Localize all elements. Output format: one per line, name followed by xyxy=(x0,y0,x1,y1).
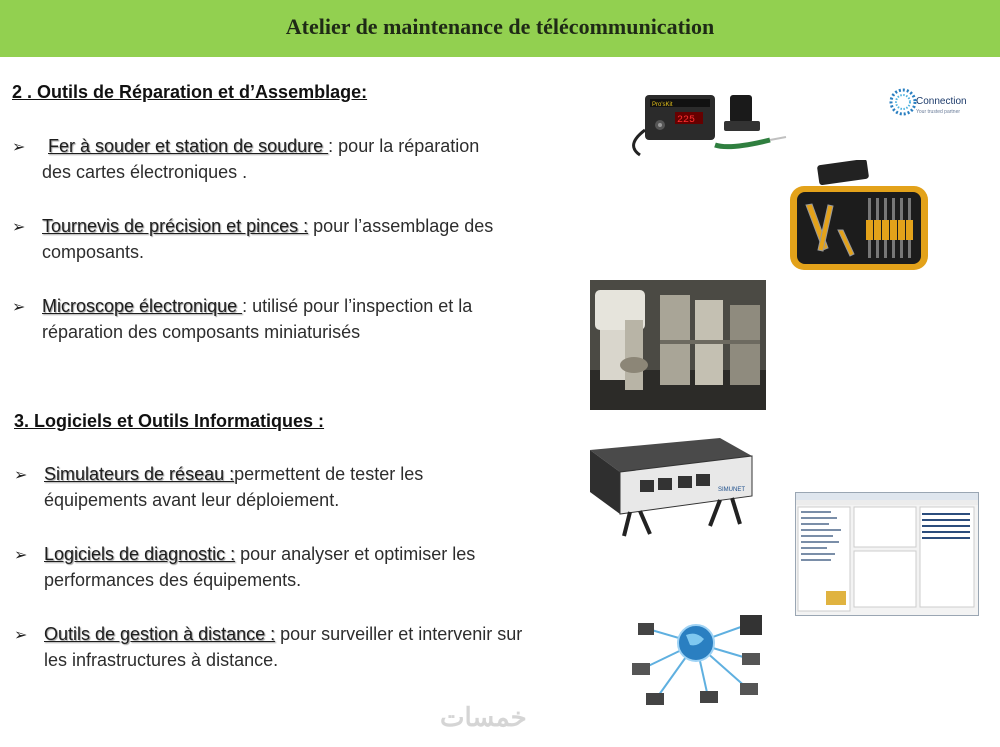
item-desc-cont: performances des équipements. xyxy=(44,570,302,590)
item-desc-cont: des cartes électroniques . xyxy=(42,162,248,182)
item-desc-cont: composants. xyxy=(42,242,145,262)
logo-name: Connection xyxy=(916,96,967,107)
soldering-station-image xyxy=(620,85,790,165)
item-term: Simulateurs de réseau : xyxy=(44,464,235,484)
arrow-bullet-icon: ➢ xyxy=(12,219,26,236)
brand-label: Pro'sKit xyxy=(652,102,673,108)
section-heading-repair: 2 . Outils de Réparation et d’Assemblage: xyxy=(12,82,368,102)
item-desc: pour surveiller et intervenir sur xyxy=(275,624,523,644)
list-item-remote-management xyxy=(44,621,604,673)
item-term: Fer à souder et station de soudure xyxy=(48,136,329,156)
item-desc: : utilisé pour l’inspection et la xyxy=(242,296,473,316)
section-heading-software: 3. Logiciels et Outils Informatiques : xyxy=(14,411,325,431)
arrow-bullet-icon: ➢ xyxy=(14,627,28,644)
item-desc: : pour la réparation xyxy=(328,136,480,156)
network-simulator-image xyxy=(580,436,760,540)
item-desc: pour analyser et optimiser les xyxy=(235,544,476,564)
arrow-bullet-icon: ➢ xyxy=(12,139,26,156)
list-item-soldering xyxy=(42,133,572,185)
list-item-diagnostic xyxy=(44,541,584,593)
item-desc-cont: réparation des composants miniaturisés xyxy=(42,322,361,342)
tool-kit-image xyxy=(788,160,930,272)
logo-tagline: Your trusted partner xyxy=(916,109,961,115)
arrow-bullet-icon: ➢ xyxy=(14,467,28,484)
temperature-display: 225 xyxy=(677,115,696,126)
item-desc: pour l’assemblage des xyxy=(308,216,494,236)
list-item-microscope xyxy=(42,293,572,345)
item-desc: permettent de tester les xyxy=(234,464,424,484)
arrow-bullet-icon: ➢ xyxy=(12,299,26,316)
item-term: Microscope électronique xyxy=(42,296,243,316)
arrow-bullet-icon: ➢ xyxy=(14,547,28,564)
remote-management-image xyxy=(612,613,780,713)
microscope-lab-image xyxy=(590,280,766,410)
list-item-simulators xyxy=(44,461,584,513)
list-item-screwdrivers xyxy=(42,213,572,265)
item-term: Tournevis de précision et pinces : xyxy=(42,216,309,236)
connection-logo xyxy=(888,84,978,120)
item-term: Logiciels de diagnostic : xyxy=(44,544,236,564)
item-term: Outils de gestion à distance : xyxy=(44,624,276,644)
watermark-logo: خمسات xyxy=(440,702,527,732)
page-title: Atelier de maintenance de télécommunication xyxy=(285,14,715,39)
simulator-label: SIMUNET xyxy=(718,487,745,493)
item-desc-cont: équipements avant leur déploiement. xyxy=(44,490,340,510)
diagnostic-software-image xyxy=(795,492,979,616)
item-desc-cont: les infrastructures à distance. xyxy=(44,650,279,670)
